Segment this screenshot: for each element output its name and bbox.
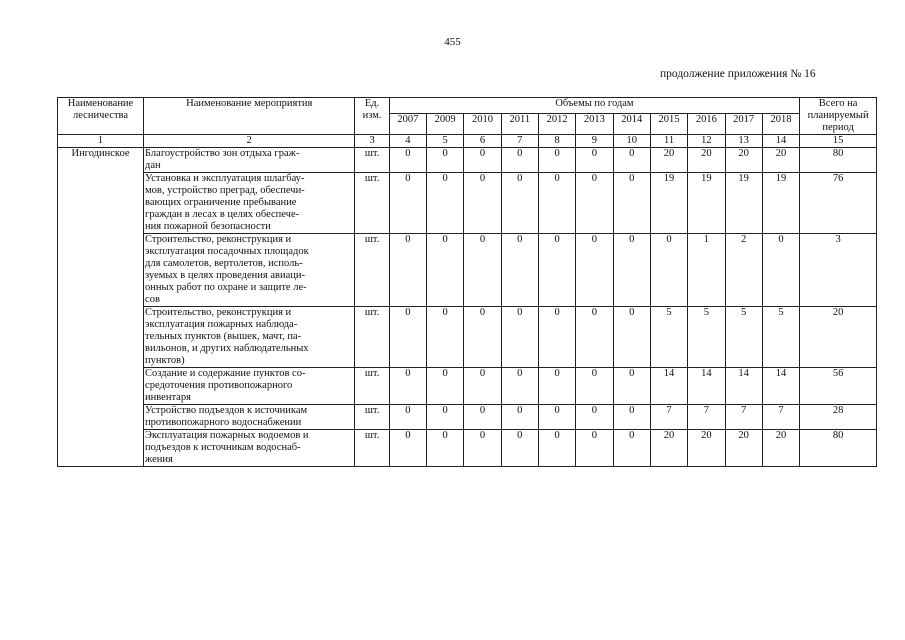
value-cell: 0 [576,368,613,405]
activity-name-line: вильонов, и других наблюдательных [145,343,309,354]
year-header: 2009 [427,114,464,135]
activity-name-line: граждан в лесах в целях обеспече- [145,209,300,220]
activity-name-line: вающих ограничение пребывание [145,197,297,208]
activity-name-line: Строительство, реконструкция и [145,307,292,318]
value-cell: 0 [389,173,426,234]
column-number: 3 [355,135,389,148]
year-header: 2018 [762,114,799,135]
table-row [58,430,877,467]
total-cell: 80 [800,430,877,467]
value-cell: 0 [576,405,613,430]
value-cell: 20 [725,148,762,173]
unit-cell: шт. [355,430,389,467]
year-header: 2014 [613,114,650,135]
unit-cell: шт. [355,173,389,234]
appendix-label: продолжение приложения № 16 [660,68,816,80]
value-cell: 14 [688,368,725,405]
header-total-line: планируемый [807,110,869,121]
value-cell: 1 [688,234,725,307]
value-cell: 0 [538,234,575,307]
header-unit-line: Ед. [364,98,380,109]
value-cell: 19 [650,173,687,234]
value-cell: 0 [613,173,650,234]
value-cell: 7 [688,405,725,430]
value-cell: 20 [762,430,799,467]
activity-name [144,234,355,307]
header-volumes: Объемы по годам [389,98,800,114]
value-cell: 0 [427,368,464,405]
value-cell: 0 [576,307,613,368]
column-number: 15 [800,135,877,148]
measures-table [57,97,877,467]
activity-name-line: Устройство подъездов к источникам [145,405,308,416]
column-number: 12 [688,135,725,148]
header-unit-line: изм. [362,110,382,121]
value-cell: 19 [762,173,799,234]
activity-name-line: средоточения противопожарного [145,380,293,391]
value-cell: 0 [538,430,575,467]
activity-name [144,148,355,173]
activity-name-line: сов [145,294,160,305]
table-row [58,148,877,173]
column-number-row [58,135,877,148]
total-cell: 76 [800,173,877,234]
activity-name-line: тельных пунктов (вышек, мачт, па- [145,331,302,342]
value-cell: 0 [576,234,613,307]
year-header: 2010 [464,114,501,135]
header-forestry-line: лесничества [73,110,129,121]
table-row [58,368,877,405]
column-number: 11 [650,135,687,148]
value-cell: 0 [464,405,501,430]
value-cell: 0 [538,368,575,405]
column-number: 8 [538,135,575,148]
year-header: 2011 [501,114,538,135]
value-cell: 0 [501,430,538,467]
activity-name-line: ния пожарной безопасности [145,221,271,232]
value-cell: 5 [650,307,687,368]
value-cell: 20 [688,148,725,173]
value-cell: 7 [650,405,687,430]
value-cell: 0 [427,430,464,467]
value-cell: 20 [650,430,687,467]
header-activity: Наименование мероприятия [144,98,355,135]
activity-name-line: онных работ по охране и защите ле- [145,282,307,293]
value-cell: 0 [650,234,687,307]
table-row [58,173,877,234]
activity-name-line: Эксплуатация пожарных водоемов и [145,430,309,441]
activity-name-line: пунктов) [145,355,185,366]
activity-name-line: эксплуатация посадочных площадок [145,246,309,257]
activity-name-line: инвентаря [145,392,191,403]
value-cell: 0 [389,368,426,405]
activity-name [144,430,355,467]
total-cell: 20 [800,307,877,368]
value-cell: 0 [389,405,426,430]
activity-name-line: противопожарного водоснабжении [145,417,302,428]
activity-name-line: Создание и содержание пунктов со- [145,368,306,379]
column-number: 9 [576,135,613,148]
year-header: 2013 [576,114,613,135]
value-cell: 0 [389,430,426,467]
value-cell: 0 [538,307,575,368]
activity-name [144,405,355,430]
value-cell: 20 [725,430,762,467]
value-cell: 0 [613,307,650,368]
header-forestry-line: Наименование [67,98,134,109]
value-cell: 0 [464,430,501,467]
column-number: 7 [501,135,538,148]
page-number: 455 [444,36,461,48]
total-cell: 80 [800,148,877,173]
value-cell: 5 [688,307,725,368]
column-number: 2 [144,135,355,148]
value-cell: 0 [427,307,464,368]
year-header: 2017 [725,114,762,135]
value-cell: 7 [762,405,799,430]
value-cell: 14 [762,368,799,405]
value-cell: 19 [688,173,725,234]
table-row [58,307,877,368]
value-cell: 0 [762,234,799,307]
activity-name-line: Установка и эксплуатация шлагбау- [145,173,305,184]
value-cell: 0 [501,405,538,430]
value-cell: 20 [762,148,799,173]
header-forestry [58,98,144,135]
value-cell: 0 [576,173,613,234]
value-cell: 0 [613,368,650,405]
value-cell: 0 [501,148,538,173]
value-cell: 5 [762,307,799,368]
value-cell: 0 [613,405,650,430]
column-number: 6 [464,135,501,148]
value-cell: 14 [650,368,687,405]
value-cell: 0 [501,307,538,368]
value-cell: 0 [427,173,464,234]
value-cell: 0 [427,405,464,430]
value-cell: 5 [725,307,762,368]
column-number: 13 [725,135,762,148]
year-header: 2007 [389,114,426,135]
activity-name [144,368,355,405]
activity-name [144,307,355,368]
value-cell: 0 [613,430,650,467]
column-number: 14 [762,135,799,148]
value-cell: 20 [650,148,687,173]
column-number: 1 [58,135,144,148]
value-cell: 0 [389,307,426,368]
value-cell: 19 [725,173,762,234]
value-cell: 0 [576,430,613,467]
value-cell: 0 [613,148,650,173]
unit-cell: шт. [355,405,389,430]
header-total-line: Всего на [818,98,858,109]
unit-cell: шт. [355,368,389,405]
value-cell: 0 [389,148,426,173]
year-header: 2016 [688,114,725,135]
forestry-name: Ингодинское [58,148,144,467]
value-cell: 7 [725,405,762,430]
activity-name-line: эксплуатация пожарных наблюда- [145,319,298,330]
header-row-1 [58,98,877,114]
value-cell: 20 [688,430,725,467]
value-cell: 0 [501,173,538,234]
activity-name [144,173,355,234]
header-unit [355,98,389,135]
value-cell: 0 [538,405,575,430]
value-cell: 0 [427,234,464,307]
value-cell: 2 [725,234,762,307]
activity-name-line: для самолетов, вертолетов, исполь- [145,258,303,269]
value-cell: 0 [576,148,613,173]
value-cell: 0 [538,173,575,234]
total-cell: 3 [800,234,877,307]
value-cell: 14 [725,368,762,405]
value-cell: 0 [464,148,501,173]
activity-name-line: зуемых в целях проведения авиаци- [145,270,305,281]
activity-name-line: Строительство, реконструкция и [145,234,292,245]
column-number: 10 [613,135,650,148]
value-cell: 0 [538,148,575,173]
total-cell: 28 [800,405,877,430]
unit-cell: шт. [355,234,389,307]
table-row [58,234,877,307]
activity-name-line: Благоустройство зон отдыха граж- [145,148,300,159]
value-cell: 0 [464,234,501,307]
header-total-line: период [822,122,854,133]
unit-cell: шт. [355,148,389,173]
year-header: 2012 [538,114,575,135]
value-cell: 0 [464,173,501,234]
value-cell: 0 [501,234,538,307]
activity-name-line: мов, устройство преград, обеспечи- [145,185,305,196]
column-number: 5 [427,135,464,148]
unit-cell: шт. [355,307,389,368]
value-cell: 0 [389,234,426,307]
activity-name-line: жения [145,454,173,465]
header-total [800,98,877,135]
value-cell: 0 [427,148,464,173]
total-cell: 56 [800,368,877,405]
column-number: 4 [389,135,426,148]
year-header: 2015 [650,114,687,135]
activity-name-line: дан [145,160,161,171]
value-cell: 0 [613,234,650,307]
value-cell: 0 [464,307,501,368]
value-cell: 0 [464,368,501,405]
value-cell: 0 [501,368,538,405]
table-row [58,405,877,430]
activity-name-line: подъездов к источникам водоснаб- [145,442,301,453]
